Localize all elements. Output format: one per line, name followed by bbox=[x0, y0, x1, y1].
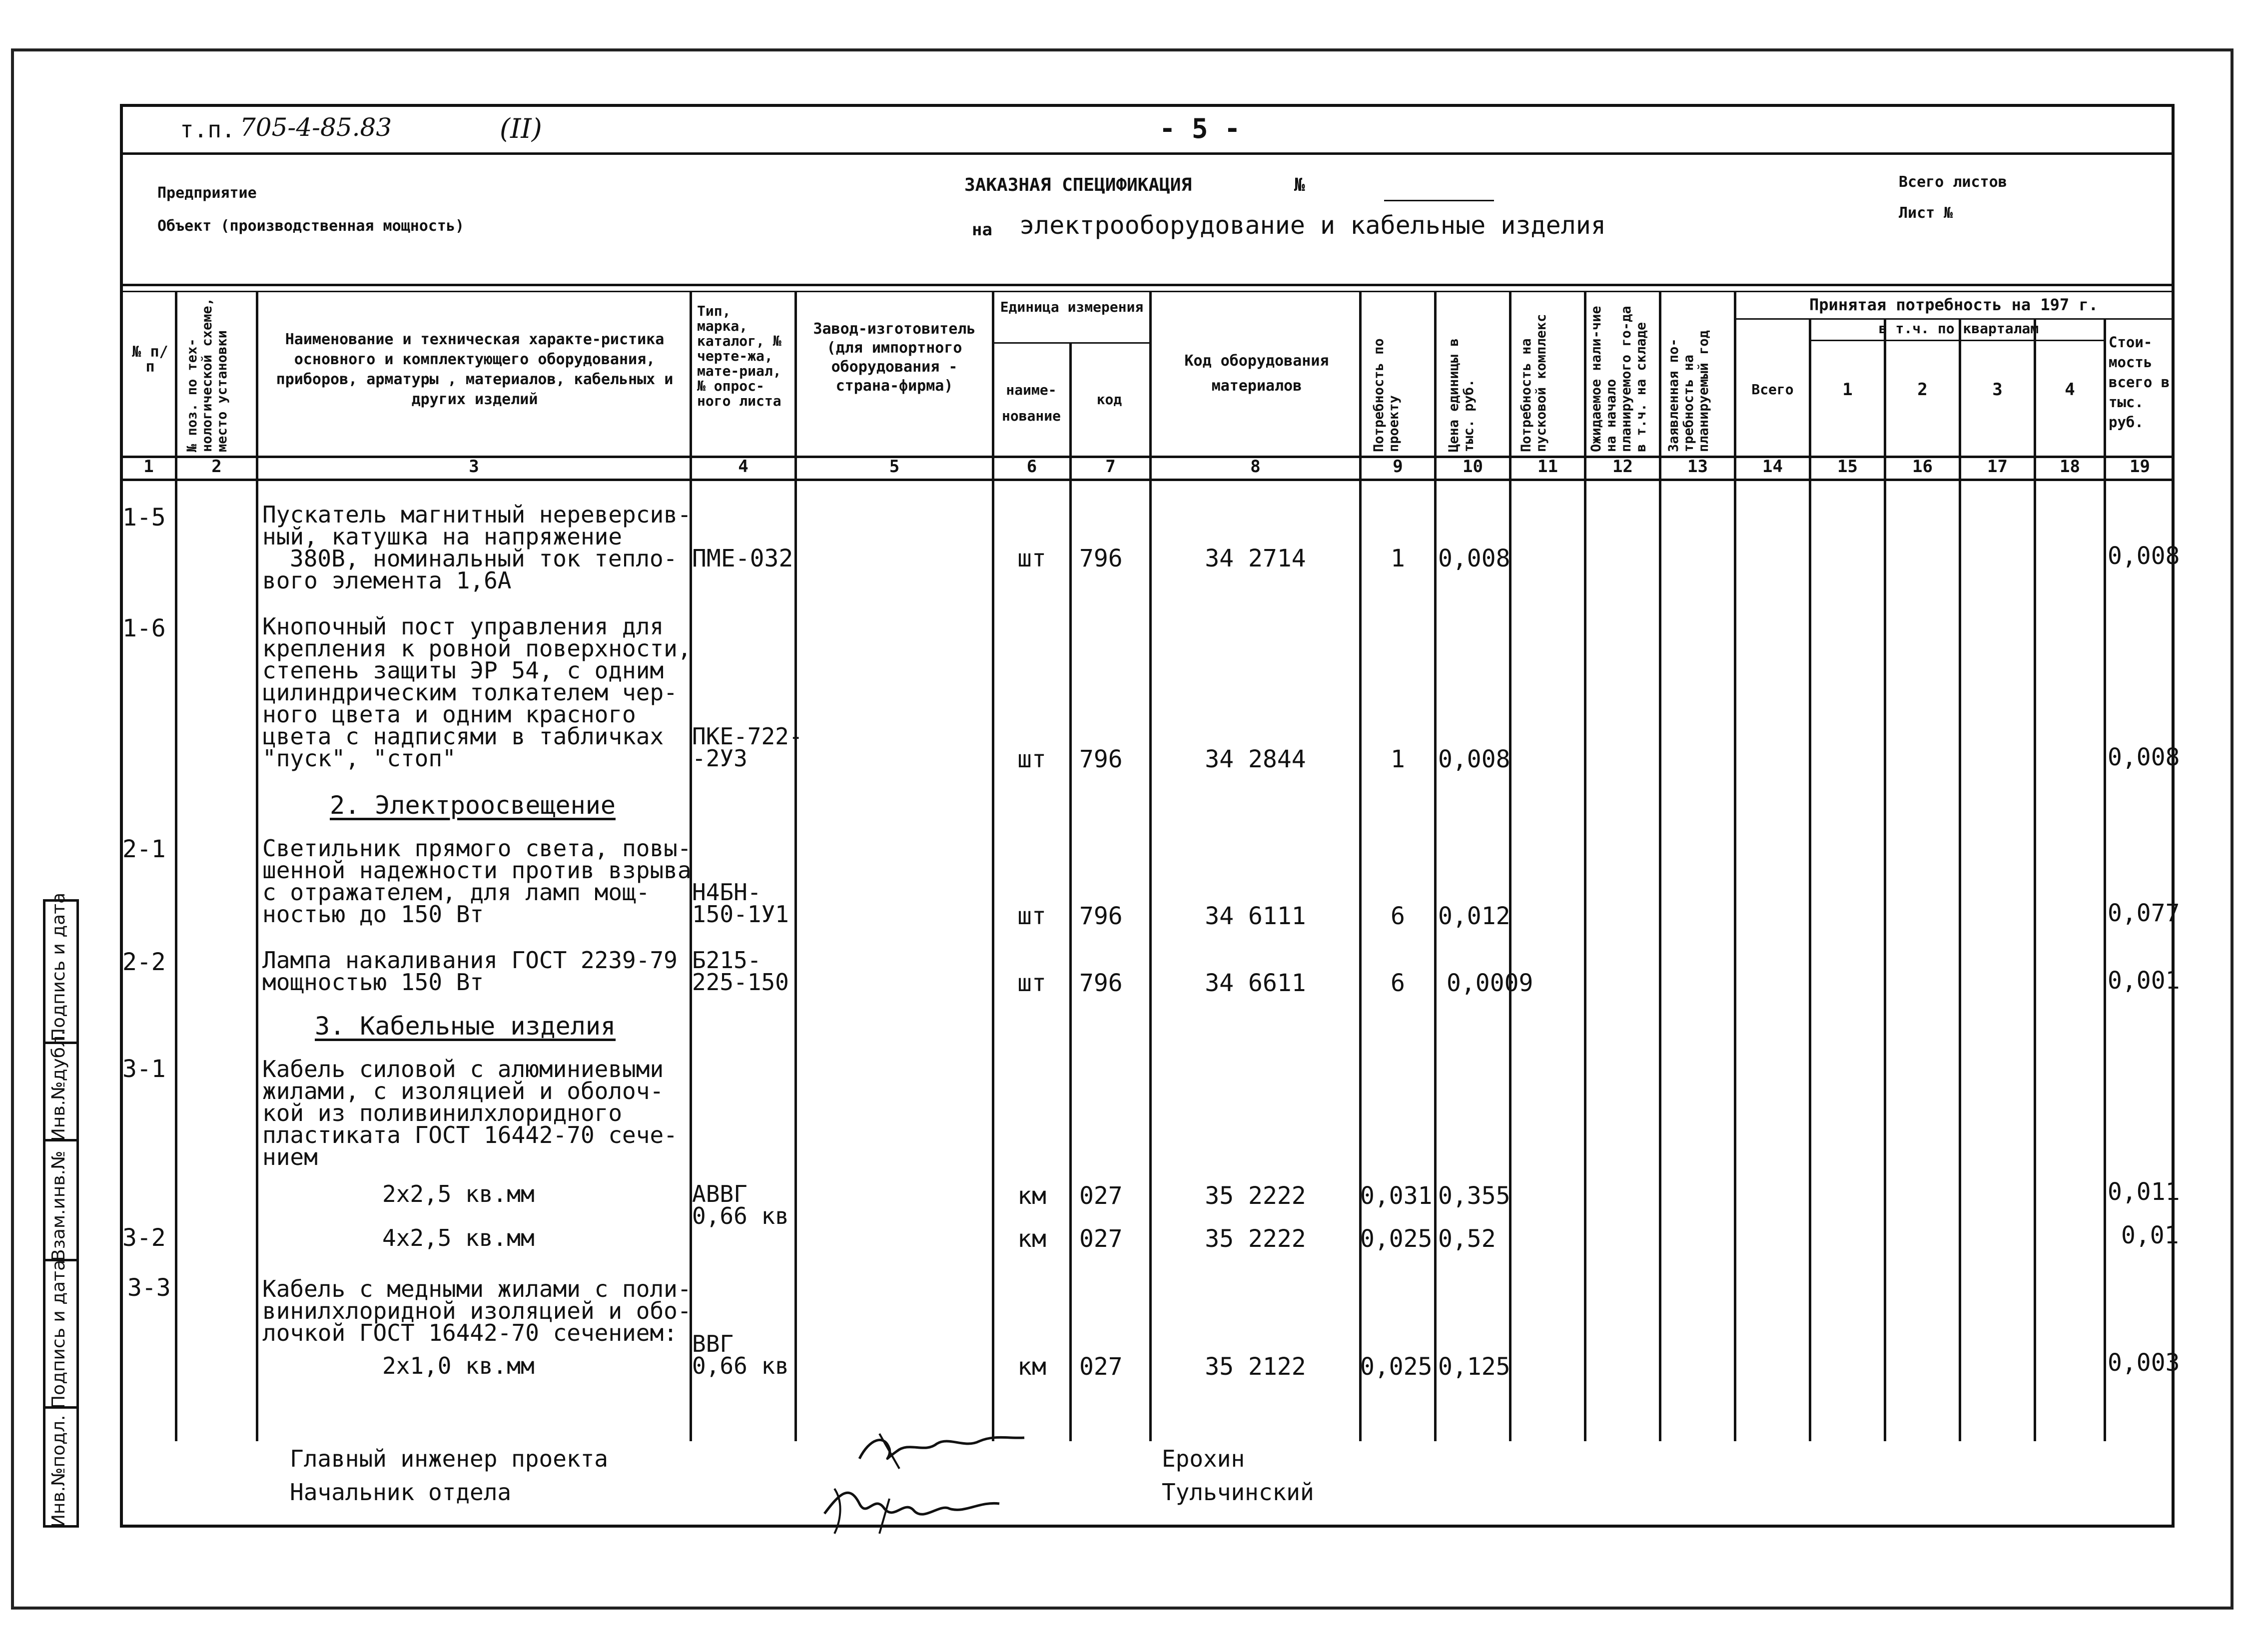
row-3-1-desc-4: пластиката ГОСТ 16442-70 сече- bbox=[262, 1121, 678, 1148]
row-2-1-type-1: Н4БН- bbox=[692, 879, 761, 906]
row-2-1-no: 2-1 bbox=[122, 835, 166, 863]
col-line bbox=[1959, 320, 1961, 1441]
row-3-1-qty: 0,031 bbox=[1360, 1182, 1433, 1210]
colnum-8: 8 bbox=[1250, 457, 1261, 477]
row-2-1-type-2: 150-1У1 bbox=[692, 901, 789, 928]
accepted-split-line bbox=[1734, 318, 2175, 320]
tp-label: т.п. bbox=[180, 116, 235, 143]
enterprise-label: Предприятие bbox=[157, 184, 257, 202]
colnum-10: 10 bbox=[1463, 457, 1483, 477]
row-3-1-type-2: 0,66 кв bbox=[692, 1202, 789, 1229]
row-3-3-cost: 0,003 bbox=[2108, 1349, 2180, 1377]
unit-split-line bbox=[992, 342, 1149, 344]
colnum-14: 14 bbox=[1762, 457, 1783, 477]
row-1-5-code: 796 bbox=[1079, 545, 1123, 572]
name-erokhin: Ерохин bbox=[1162, 1445, 1245, 1472]
colnum-15: 15 bbox=[1837, 457, 1858, 477]
row-3-3-type-2: 0,66 кв bbox=[692, 1352, 789, 1379]
row-1-6-price: 0,008 bbox=[1438, 745, 1510, 773]
row-3-1-type-1: АВВГ bbox=[692, 1180, 748, 1207]
col12-header: Ожидаемое нали-чие на начало планируемого го-да в т.ч. на складе bbox=[1588, 306, 1649, 452]
row-3-3-price: 0,125 bbox=[1438, 1353, 1510, 1381]
col-line bbox=[2034, 320, 2036, 1441]
row-3-2-okp: 35 2222 bbox=[1205, 1225, 1306, 1253]
row-2-2-okp: 34 6611 bbox=[1205, 969, 1306, 997]
strip-cell-4 bbox=[43, 1259, 79, 1409]
colnum-1: 1 bbox=[143, 457, 154, 477]
header-line-2 bbox=[120, 284, 2175, 286]
row-2-1-okp: 34 6111 bbox=[1205, 902, 1306, 930]
col18-header: 4 bbox=[2065, 380, 2075, 400]
total-sheets-label: Всего листов bbox=[1899, 173, 2007, 191]
row-1-6-code: 796 bbox=[1079, 745, 1123, 773]
row-2-2-no: 2-2 bbox=[122, 948, 166, 976]
row-1-6-desc-7: "пуск", "стоп" bbox=[262, 745, 456, 772]
album-number: (II) bbox=[500, 113, 542, 144]
strip-cell-1 bbox=[43, 892, 79, 1044]
colnum-11: 11 bbox=[1537, 457, 1558, 477]
header-line-3 bbox=[120, 291, 2175, 292]
row-2-1-unit: шт bbox=[1017, 902, 1046, 930]
row-1-5-type: ПМЕ-032 bbox=[692, 545, 793, 572]
row-3-2-unit: км bbox=[1017, 1225, 1046, 1253]
col11-header: Потребность на пусковой комплекс bbox=[1518, 314, 1549, 452]
row-2-1-cost: 0,077 bbox=[2108, 899, 2180, 927]
row-1-6-cost: 0,008 bbox=[2108, 743, 2180, 771]
section-cables: 3. Кабельные изделия bbox=[315, 1012, 616, 1041]
colnum-9: 9 bbox=[1393, 457, 1403, 477]
row-1-6-unit: шт bbox=[1017, 745, 1046, 773]
row-1-5-cost: 0,008 bbox=[2108, 542, 2180, 570]
row-3-2-qty: 0,025 bbox=[1360, 1225, 1433, 1253]
row-1-6-desc-2: крепления к ровной поверхности, bbox=[262, 635, 692, 662]
row-1-5-qty: 1 bbox=[1391, 545, 1405, 572]
colnum-12: 12 bbox=[1612, 457, 1633, 477]
col5-header: Завод-изготовитель (для импортного оборудования - страна-фирма) bbox=[813, 320, 976, 395]
row-3-3-code: 027 bbox=[1079, 1353, 1123, 1381]
accepted-header: Принятая потребность на 197 г. bbox=[1809, 295, 2098, 314]
row-2-2-cost: 0,001 bbox=[2108, 967, 2180, 995]
row-3-3-type-1: ВВГ bbox=[692, 1330, 734, 1357]
colnum-6: 6 bbox=[1026, 457, 1037, 477]
col13-header: Заявленная по-требность на планируемый год bbox=[1666, 330, 1711, 452]
col10-header: Цена единицы в тыс. руб. bbox=[1446, 338, 1477, 452]
sheet-no-label: Лист № bbox=[1899, 204, 1953, 222]
colnum-16: 16 bbox=[1912, 457, 1933, 477]
col-line bbox=[1884, 320, 1886, 1441]
row-1-5-no: 1-5 bbox=[122, 504, 166, 532]
page-number: - 5 - bbox=[1159, 113, 1241, 144]
row-3-2-sub: 4х2,5 кв.мм bbox=[382, 1224, 535, 1251]
colnum-4: 4 bbox=[738, 457, 748, 477]
colnum-5: 5 bbox=[889, 457, 900, 477]
row-3-3-qty: 0,025 bbox=[1360, 1353, 1433, 1381]
col6-header: наиме-нование bbox=[1001, 382, 1061, 424]
col16-header: 2 bbox=[1917, 380, 1928, 400]
tp-number: 705-4-85.83 bbox=[240, 113, 392, 142]
row-3-1-no: 3-1 bbox=[122, 1055, 166, 1083]
row-3-3-no: 3-3 bbox=[127, 1274, 171, 1302]
row-3-3-desc-3: лочкой ГОСТ 16442-70 сечением: bbox=[262, 1319, 678, 1346]
row-2-1-qty: 6 bbox=[1391, 902, 1405, 930]
quarter-split-line bbox=[1809, 340, 2104, 341]
row-1-6-no: 1-6 bbox=[122, 614, 166, 642]
signature-tulchinsky bbox=[819, 1474, 1009, 1539]
row-2-2-qty: 6 bbox=[1391, 969, 1405, 997]
na-label: на bbox=[972, 220, 992, 240]
row-2-2-desc-2: мощностью 150 Вт bbox=[262, 969, 484, 996]
header-line-1 bbox=[120, 152, 2175, 155]
col2-header: № поз. по тех-нологической схеме, место установки bbox=[184, 298, 230, 452]
colnum-2: 2 bbox=[211, 457, 222, 477]
section-lighting: 2. Электроосвещение bbox=[330, 791, 616, 820]
row-1-5-desc-1: Пускатель магнитный нереверсив- bbox=[262, 501, 692, 528]
row-1-6-type-1: ПКЕ-722- bbox=[692, 723, 803, 750]
row-3-3-sub: 2х1,0 кв.мм bbox=[382, 1352, 535, 1379]
strip-orig-inv: Инв.№подл. bbox=[48, 1415, 69, 1528]
row-3-3-unit: км bbox=[1017, 1353, 1046, 1381]
strip-cell-3 bbox=[43, 1139, 79, 1261]
row-2-2-desc-1: Лампа накаливания ГОСТ 2239-79 bbox=[262, 947, 678, 974]
strip-signature-date-1: Подпись и дата bbox=[48, 892, 69, 1042]
row-2-1-desc-4: ностью до 150 Вт bbox=[262, 901, 484, 928]
row-3-3-desc-1: Кабель с медными жилами с поли- bbox=[262, 1275, 692, 1302]
row-1-6-desc-4: цилиндрическим толкателем чер- bbox=[262, 679, 678, 706]
col8-header: Код оборудования материалов bbox=[1184, 352, 1329, 395]
row-1-6-type-2: -2У3 bbox=[692, 745, 748, 772]
col9-header: Потребность по проекту bbox=[1371, 338, 1402, 452]
quarters-header: в т.ч. по кварталам bbox=[1878, 320, 2039, 337]
numbers-row-bottom bbox=[120, 479, 2175, 481]
spec-title: ЗАКАЗНАЯ СПЕЦИФИКАЦИЯ bbox=[964, 175, 1192, 195]
col1-header: № п/п bbox=[132, 343, 168, 376]
row-3-2-price: 0,52 bbox=[1438, 1225, 1496, 1253]
spec-no-underline bbox=[1384, 200, 1494, 201]
row-3-3-okp: 35 2122 bbox=[1205, 1353, 1306, 1381]
row-3-1-cost: 0,011 bbox=[2108, 1178, 2180, 1206]
row-1-6-desc-1: Кнопочный пост управления для bbox=[262, 613, 664, 640]
row-2-1-desc-2: шенной надежности против взрыва bbox=[262, 857, 692, 884]
row-3-1-price: 0,355 bbox=[1438, 1182, 1510, 1210]
row-1-6-desc-5: ного цвета и одним красного bbox=[262, 701, 636, 728]
col3-header: Наименование и техническая характе-ристика основного и комплектующего оборудования, приборов, арматуры , материалов, кабельных и других изделий bbox=[276, 331, 674, 408]
row-3-1-code: 027 bbox=[1079, 1182, 1123, 1210]
strip-cell-2 bbox=[43, 1030, 79, 1141]
colnum-3: 3 bbox=[469, 457, 479, 477]
row-1-6-okp: 34 2844 bbox=[1205, 745, 1306, 773]
signature-erokhin bbox=[849, 1424, 1029, 1479]
row-3-2-no: 3-2 bbox=[122, 1224, 166, 1252]
row-1-5-desc-4: вого элемента 1,6А bbox=[262, 567, 512, 594]
row-3-2-cost: 0,01 bbox=[2121, 1221, 2179, 1249]
spec-subject: электрооборудование и кабельные изделия bbox=[1019, 211, 1606, 240]
col14-header: Всего bbox=[1751, 381, 1794, 398]
row-3-1-sub: 2х2,5 кв.мм bbox=[382, 1180, 535, 1207]
col17-header: 3 bbox=[1992, 380, 2003, 400]
row-2-2-type-1: Б215- bbox=[692, 947, 761, 974]
row-3-1-desc-1: Кабель силовой с алюминиевыми bbox=[262, 1056, 664, 1083]
col-line bbox=[2104, 320, 2106, 1441]
col15-header: 1 bbox=[1842, 380, 1853, 400]
colnum-19: 19 bbox=[2130, 457, 2150, 477]
unit-header: Единица измерения bbox=[1000, 299, 1144, 315]
row-3-1-desc-3: кой из поливинилхлоридного bbox=[262, 1100, 623, 1126]
row-2-1-price: 0,012 bbox=[1438, 902, 1510, 930]
row-2-1-desc-1: Светильник прямого света, повы- bbox=[262, 835, 692, 862]
colnum-17: 17 bbox=[1987, 457, 2008, 477]
colnum-18: 18 bbox=[2060, 457, 2080, 477]
colnum-13: 13 bbox=[1687, 457, 1708, 477]
row-1-6-desc-6: цвета с надписями в табличках bbox=[262, 723, 664, 750]
spec-no-label: № bbox=[1294, 175, 1305, 195]
object-label: Объект (производственная мощность) bbox=[157, 217, 465, 235]
row-3-2-code: 027 bbox=[1079, 1225, 1123, 1253]
row-1-5-desc-2: ный, катушка на напряжение bbox=[262, 523, 623, 550]
row-3-1-unit: км bbox=[1017, 1182, 1046, 1210]
dept-head-label: Начальник отдела bbox=[290, 1479, 512, 1506]
strip-replace-inv: Взам.инв.№ bbox=[48, 1150, 69, 1261]
row-1-5-price: 0,008 bbox=[1438, 545, 1510, 572]
col-line bbox=[1809, 320, 1811, 1441]
col-line bbox=[1069, 342, 1072, 1441]
strip-cell-5 bbox=[43, 1406, 79, 1528]
row-1-5-okp: 34 2714 bbox=[1205, 545, 1306, 572]
row-3-3-desc-2: винилхлоридной изоляцией и обо- bbox=[262, 1297, 692, 1324]
col7-header: код bbox=[1096, 391, 1122, 408]
row-1-5-desc-3: 380В, номинальный ток тепло- bbox=[290, 545, 678, 572]
col19-header: Стои-мость всего в тыс. руб. bbox=[2109, 334, 2170, 431]
col4-header: Тип, марка, каталог, № черте-жа, мате-риал, № опрос-ного листа bbox=[697, 303, 781, 409]
row-1-6-desc-3: степень защиты ЭР 54, с одним bbox=[262, 657, 664, 684]
row-3-1-okp: 35 2222 bbox=[1205, 1182, 1306, 1210]
row-2-2-type-2: 225-150 bbox=[692, 969, 789, 996]
row-3-1-desc-2: жилами, с изоляцией и оболоч- bbox=[262, 1078, 664, 1104]
row-2-1-desc-3: с отражателем, для ламп мощ- bbox=[262, 879, 650, 906]
chief-engineer-label: Главный инженер проекта bbox=[290, 1445, 608, 1472]
row-2-2-unit: шт bbox=[1017, 969, 1046, 997]
row-2-2-code: 796 bbox=[1079, 969, 1123, 997]
strip-signature-date-2: Подпись и дата bbox=[48, 1259, 69, 1409]
row-2-2-price: 0,0009 bbox=[1447, 969, 1533, 997]
row-1-5-unit: шт bbox=[1017, 545, 1046, 572]
colnum-7: 7 bbox=[1105, 457, 1116, 477]
row-2-1-code: 796 bbox=[1079, 902, 1123, 930]
row-1-6-qty: 1 bbox=[1391, 745, 1405, 773]
name-tulchinsky: Тульчинский bbox=[1162, 1479, 1314, 1506]
strip-dup-inv: Инв.№дубл. bbox=[48, 1030, 69, 1141]
row-3-1-desc-5: нием bbox=[262, 1143, 318, 1170]
